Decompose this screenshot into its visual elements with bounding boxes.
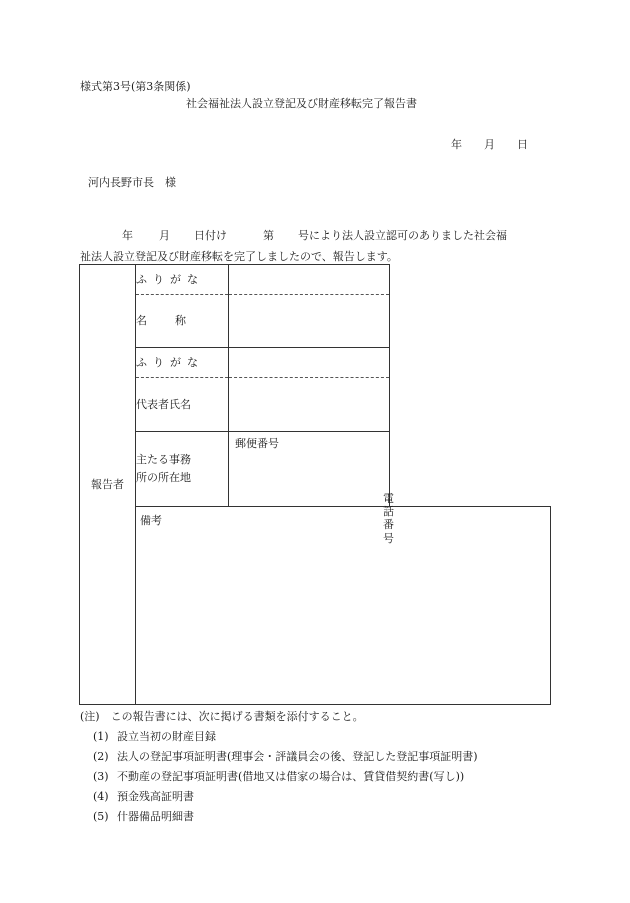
body-dated: 日付け	[194, 229, 227, 242]
form-number-label: 様式第3号(第3条関係)	[80, 80, 191, 93]
date-month: 月	[484, 138, 495, 151]
reporter-label: 報告者	[80, 265, 136, 705]
body-number-prefix: 第	[263, 229, 274, 242]
document-title: 社会福祉法人設立登記及び財産移転完了報告書	[186, 97, 417, 110]
note-item: (5) 什器備品明細書	[93, 810, 194, 823]
name-label: 名称	[136, 295, 229, 348]
rep-furigana-field[interactable]	[229, 348, 390, 378]
note-item: (2) 法人の登記事項証明書(理事会・評議員会の後、登記した登記事項証明書)	[93, 750, 478, 763]
remarks-label: 備考	[140, 514, 162, 527]
body-month: 月	[159, 229, 170, 242]
rep-name-field[interactable]	[229, 378, 390, 432]
rep-name-label: 代表者氏名	[136, 378, 229, 432]
report-table	[79, 264, 551, 705]
body-text-line2: 祉法人設立登記及び財産移転を完了しましたので、報告します。	[80, 250, 398, 263]
date-year: 年	[451, 138, 462, 151]
name-field[interactable]	[229, 295, 390, 348]
name-furigana-field[interactable]	[229, 265, 390, 295]
note-item: (1) 設立当初の財産目録	[93, 730, 216, 743]
body-text-line1	[122, 229, 507, 242]
note-item: (4) 預金残高証明書	[93, 790, 194, 803]
date-day: 日	[517, 138, 528, 151]
body-line1-rest: 号により法人設立認可のありました社会福	[298, 229, 507, 242]
notes-heading: (注) この報告書には、次に掲げる書類を添付すること。	[80, 710, 364, 723]
postal-code-label: 郵便番号	[235, 437, 279, 450]
phone-number-label: 電話番号	[383, 492, 394, 545]
rep-furigana-label: ふりがな	[136, 348, 229, 378]
office-address-label: 主たる事務 所の所在地	[136, 432, 229, 507]
addressee: 河内長野市長 様	[88, 176, 176, 189]
note-item: (3) 不動産の登記事項証明書(借地又は借家の場合は、賃貸借契約書(写し))	[93, 770, 465, 783]
body-year: 年	[122, 229, 133, 242]
remarks-field[interactable]	[136, 507, 551, 705]
office-address-field[interactable]	[229, 432, 394, 545]
date-line	[451, 138, 528, 151]
name-furigana-label: ふりがな	[136, 265, 229, 295]
